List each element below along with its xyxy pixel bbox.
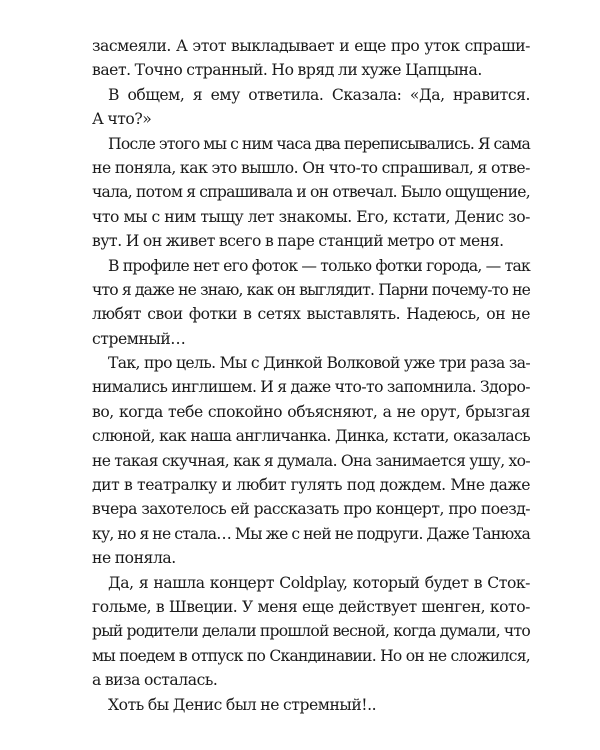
text-line: а виза осталась.	[92, 671, 218, 690]
paragraph-1	[92, 34, 530, 83]
text-line: не поняла, как это вышло. Он что-то спрашивал, я отве-	[92, 158, 530, 177]
text-line: Хоть бы Денис был не стремный!..	[108, 695, 377, 714]
text-line: дит в театралку и любит гулять под дождем. Мне даже	[92, 476, 530, 495]
text-line: Да, я нашла концерт Coldplay, который будет в Сток-	[108, 573, 530, 592]
text-line: слюной, как наша англичанка. Динка, кстати, оказалась	[92, 427, 530, 446]
text-line: стремный…	[92, 329, 186, 348]
paragraph-3	[92, 132, 530, 254]
text-line: вчера захотелось ей рассказать про концерт, про поезд-	[92, 500, 530, 519]
paragraph-6	[92, 571, 530, 693]
text-line: что мы с ним тыщу лет знакомы. Его, кстати, Денис зо-	[92, 207, 530, 226]
text-line: что я даже не знаю, как он выглядит. Парни почему-то не	[92, 280, 530, 299]
text-line: чала, потом я спрашивала и он отвечал. Было ощущение,	[92, 183, 530, 202]
text-line: А что?»	[92, 110, 152, 129]
text-line: нимались инглишем. И я даже что-то запомнила. Здоро-	[92, 378, 530, 397]
text-line: В профиле нет его фоток — только фотки города, — так	[108, 256, 530, 275]
text-line: вут. И он живет всего в паре станций метро от меня.	[92, 232, 504, 251]
text-line: не поняла.	[92, 549, 176, 568]
text-line: ку, но я не стала… Мы же с ней не подруги. Даже Танюха	[92, 524, 530, 543]
text-line: засмеяли. А этот выкладывает и еще про уток спраши-	[92, 37, 530, 55]
paragraph-7	[92, 693, 530, 717]
text-line: рый родители делали прошлой весной, когда думали, что	[92, 622, 530, 641]
book-page	[92, 34, 530, 717]
paragraph-4	[92, 254, 530, 352]
text-line: не такая скучная, как я думала. Она занимается ушу, хо-	[92, 451, 530, 470]
text-line: гольме, в Швеции. У меня еще действует шенген, кото-	[92, 597, 530, 616]
paragraph-5	[92, 351, 530, 571]
text-line: Так, про цель. Мы с Динкой Волковой уже три раза за-	[108, 354, 530, 373]
text-line: мы поедем в отпуск по Скандинавии. Но он не сложился,	[92, 646, 530, 665]
paragraph-2	[92, 83, 530, 132]
text-line: После этого мы с ним часа два переписывались. Я сама	[108, 134, 530, 153]
text-line: во, когда тебе спокойно объясняют, а не орут, брызгая	[92, 402, 530, 421]
text-line: В общем, я ему ответила. Сказала: «Да, нравится.	[108, 85, 530, 104]
text-line: любят свои фотки в сетях выставлять. Надеюсь, он не	[92, 305, 530, 324]
text-line: вает. Точно странный. Но вряд ли хуже Цапцына.	[92, 61, 482, 80]
